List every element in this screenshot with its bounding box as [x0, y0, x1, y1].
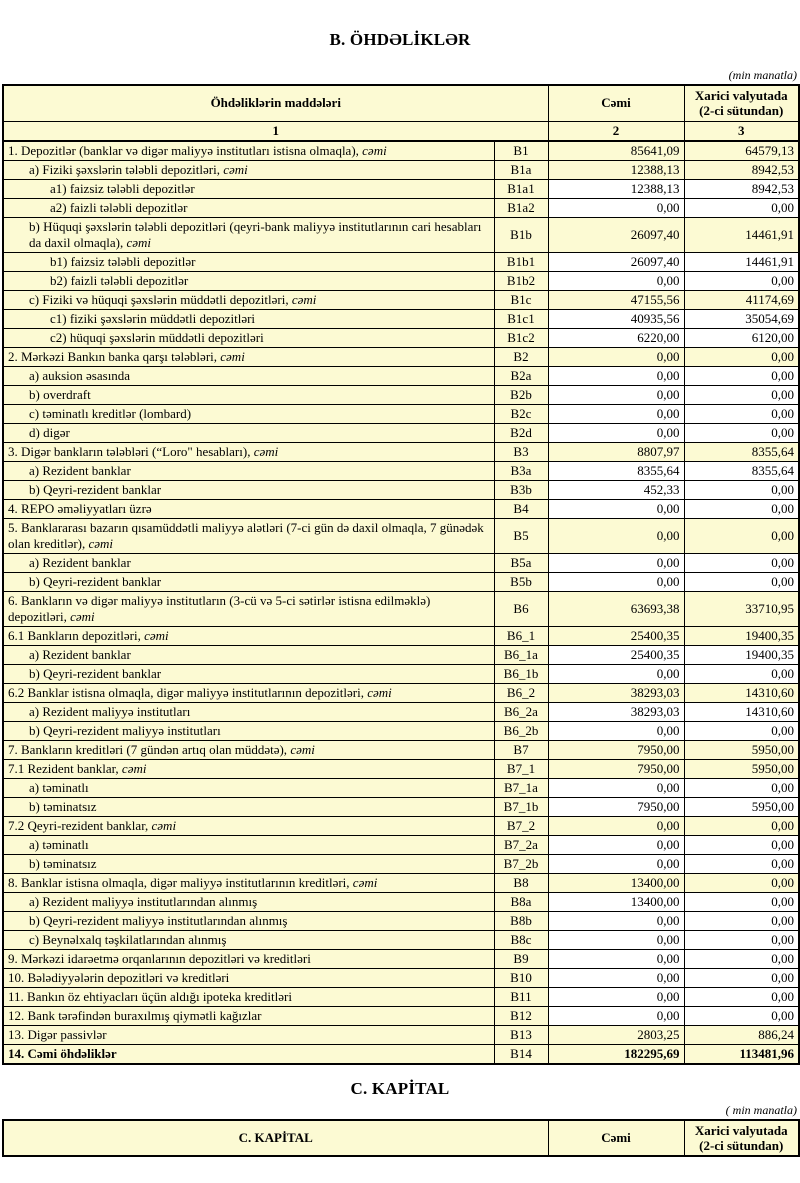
- row-code: B11: [494, 987, 548, 1006]
- table-row: [3, 778, 799, 797]
- table-row: [3, 179, 799, 198]
- row-label: a) auksion əsasında: [3, 366, 494, 385]
- value-total: 0,00: [548, 518, 684, 553]
- capital-header-items-label: C. KAPİTAL: [3, 1120, 548, 1156]
- value-total: 0,00: [548, 721, 684, 740]
- value-fx: 8355,64: [684, 461, 799, 480]
- capital-header-fx-line1: Xarici valyutada: [694, 1122, 788, 1138]
- value-total: 0,00: [548, 778, 684, 797]
- table-row: [3, 423, 799, 442]
- section-c-title: C. KAPİTAL: [350, 1078, 450, 1098]
- row-label: a) Rezident banklar: [3, 553, 494, 572]
- value-fx: 0,00: [684, 873, 799, 892]
- table-row: [3, 645, 799, 664]
- value-fx: 0,00: [684, 664, 799, 683]
- table-row: [3, 1006, 799, 1025]
- section-c-unit-note: ( min manatla): [725, 1102, 797, 1117]
- row-label: 6.2 Banklar istisna olmaqla, digər maliyyə institutlarının depozitləri, cəmi: [3, 683, 494, 702]
- row-code: B3: [494, 442, 548, 461]
- value-fx: 0,00: [684, 854, 799, 873]
- row-code: B4: [494, 499, 548, 518]
- header-fx-label: [684, 85, 799, 121]
- value-fx: 35054,69: [684, 309, 799, 328]
- row-code: B6_2: [494, 683, 548, 702]
- row-label: 1. Depozitlər (banklar və digər maliyyə institutları istisna olmaqla), cəmi: [3, 141, 494, 161]
- row-code: B1b1: [494, 252, 548, 271]
- row-code: B13: [494, 1025, 548, 1044]
- value-fx: 0,00: [684, 518, 799, 553]
- liabilities-header-row: [3, 85, 799, 121]
- row-label: b) təminatsız: [3, 797, 494, 816]
- row-label: a) Rezident maliyyə institutları: [3, 702, 494, 721]
- row-label: a1) faizsiz tələbli depozitlər: [3, 179, 494, 198]
- row-label: 12. Bank tərəfindən buraxılmış qiymətli kağızlar: [3, 1006, 494, 1025]
- value-total: 0,00: [548, 854, 684, 873]
- value-total: 6220,00: [548, 328, 684, 347]
- row-label: 7.1 Rezident banklar, cəmi: [3, 759, 494, 778]
- value-total: 8355,64: [548, 461, 684, 480]
- table-row: [3, 591, 799, 626]
- capital-header-total-label: Cəmi: [548, 1120, 684, 1156]
- table-row: [3, 141, 799, 161]
- table-row: [3, 290, 799, 309]
- row-code: B1c: [494, 290, 548, 309]
- table-row: [3, 683, 799, 702]
- row-label: c) Fiziki və hüquqi şəxslərin müddətli depozitləri, cəmi: [3, 290, 494, 309]
- value-total: 12388,13: [548, 179, 684, 198]
- value-total: 0,00: [548, 404, 684, 423]
- table-row: [3, 721, 799, 740]
- table-row: [3, 759, 799, 778]
- row-label: 5. Banklararası bazarın qısamüddətli maliyyə alətləri (7-ci gün də daxil olmaqla, 7 günədək olan kreditlər), cəmi: [3, 518, 494, 553]
- row-label: b) Hüquqi şəxslərin tələbli depozitləri (qeyri-bank maliyyə institutlarının cari hesabları da daxil olmaqla), cəmi: [3, 217, 494, 252]
- value-total: 0,00: [548, 664, 684, 683]
- row-label: 10. Bələdiyyələrin depozitləri və kreditləri: [3, 968, 494, 987]
- table-row: [3, 252, 799, 271]
- value-total: 13400,00: [548, 873, 684, 892]
- value-total: 0,00: [548, 572, 684, 591]
- row-code: B7_2: [494, 816, 548, 835]
- table-row: [3, 160, 799, 179]
- value-total: 13400,00: [548, 892, 684, 911]
- row-code: B12: [494, 1006, 548, 1025]
- row-label: b) Qeyri-rezident banklar: [3, 664, 494, 683]
- value-total: 38293,03: [548, 683, 684, 702]
- value-total: 85641,09: [548, 141, 684, 161]
- header-total-label: Cəmi: [548, 85, 684, 121]
- header-items-label: Öhdəliklərin maddələri: [3, 85, 548, 121]
- column-number-2: 2: [548, 121, 684, 141]
- row-code: B1b2: [494, 271, 548, 290]
- row-label-italic-suffix: cəmi: [88, 535, 114, 551]
- row-label-italic-suffix: cəmi: [223, 161, 248, 177]
- row-code: B1a: [494, 160, 548, 179]
- row-label: 9. Mərkəzi idarəetmə orqanlarının depozitləri və kreditləri: [3, 949, 494, 968]
- value-fx: 19400,35: [684, 626, 799, 645]
- table-row: [3, 740, 799, 759]
- row-label: a) Rezident maliyyə institutlarından alınmış: [3, 892, 494, 911]
- value-total: 0,00: [548, 423, 684, 442]
- row-label: a) Rezident banklar: [3, 645, 494, 664]
- row-code: B3a: [494, 461, 548, 480]
- row-code: B14: [494, 1044, 548, 1064]
- value-total: 0,00: [548, 271, 684, 290]
- table-row: [3, 930, 799, 949]
- row-label: a) təminatlı: [3, 835, 494, 854]
- table-row: [3, 797, 799, 816]
- value-total: 0,00: [548, 385, 684, 404]
- value-fx: 41174,69: [684, 290, 799, 309]
- value-total: 0,00: [548, 968, 684, 987]
- row-code: B6_1a: [494, 645, 548, 664]
- table-row: [3, 553, 799, 572]
- row-label: 3. Digər bankların tələbləri (“Loro" hesabları), cəmi: [3, 442, 494, 461]
- row-label: c1) fiziki şəxslərin müddətli depozitləri: [3, 309, 494, 328]
- value-fx: 0,00: [684, 499, 799, 518]
- section-b-unit-note: (min manatla): [728, 68, 797, 82]
- row-code: B6: [494, 591, 548, 626]
- table-row: [3, 911, 799, 930]
- value-total: 0,00: [548, 835, 684, 854]
- value-fx: 8355,64: [684, 442, 799, 461]
- row-label-italic-suffix: cəmi: [126, 234, 152, 250]
- row-label: 11. Bankın öz ehtiyacları üçün aldığı ipoteka kreditləri: [3, 987, 494, 1006]
- value-total: 2803,25: [548, 1025, 684, 1044]
- value-fx: 0,00: [684, 778, 799, 797]
- row-code: B1: [494, 141, 548, 161]
- row-code: B7: [494, 740, 548, 759]
- row-label-italic-suffix: cəmi: [362, 142, 387, 158]
- value-total: 7950,00: [548, 797, 684, 816]
- value-fx: 0,00: [684, 835, 799, 854]
- row-code: B1a2: [494, 198, 548, 217]
- table-row: [3, 892, 799, 911]
- capital-table: [2, 1119, 800, 1157]
- value-total: 0,00: [548, 499, 684, 518]
- row-code: B2a: [494, 366, 548, 385]
- row-code: B7_1: [494, 759, 548, 778]
- value-fx: 0,00: [684, 271, 799, 290]
- value-total: 452,33: [548, 480, 684, 499]
- value-fx: 0,00: [684, 968, 799, 987]
- table-row: [3, 518, 799, 553]
- value-total: 182295,69: [548, 1044, 684, 1064]
- table-row: [3, 271, 799, 290]
- value-fx: 0,00: [684, 987, 799, 1006]
- row-code: B5: [494, 518, 548, 553]
- table-row: [3, 442, 799, 461]
- table-row: [3, 461, 799, 480]
- row-code: B8c: [494, 930, 548, 949]
- value-fx: 0,00: [684, 404, 799, 423]
- row-label: 13. Digər passivlər: [3, 1025, 494, 1044]
- row-label: a) Fiziki şəxslərin tələbli depozitləri, cəmi: [3, 160, 494, 179]
- value-fx: 0,00: [684, 930, 799, 949]
- liabilities-tbody: [3, 85, 799, 1064]
- row-label: a) təminatlı: [3, 778, 494, 797]
- row-label: c) Beynəlxalq təşkilatlarından alınmış: [3, 930, 494, 949]
- table-row: [3, 987, 799, 1006]
- row-code: B6_2a: [494, 702, 548, 721]
- row-label: 7.2 Qeyri-rezident banklar, cəmi: [3, 816, 494, 835]
- row-code: B7_2a: [494, 835, 548, 854]
- value-total: 0,00: [548, 987, 684, 1006]
- row-code: B1b: [494, 217, 548, 252]
- value-total: 63693,38: [548, 591, 684, 626]
- value-fx: 0,00: [684, 721, 799, 740]
- row-label: 2. Mərkəzi Bankın banka qarşı tələbləri, cəmi: [3, 347, 494, 366]
- value-fx: 0,00: [684, 949, 799, 968]
- value-fx: 6120,00: [684, 328, 799, 347]
- table-row: [3, 854, 799, 873]
- value-fx: 5950,00: [684, 797, 799, 816]
- table-row: [3, 217, 799, 252]
- value-fx: 0,00: [684, 553, 799, 572]
- row-label-italic-suffix: cəmi: [367, 684, 392, 700]
- row-label-italic-suffix: cəmi: [290, 741, 315, 757]
- value-total: 38293,03: [548, 702, 684, 721]
- row-label: 8. Banklar istisna olmaqla, digər maliyyə institutlarının kreditləri, cəmi: [3, 873, 494, 892]
- row-label-italic-suffix: cəmi: [253, 443, 279, 459]
- value-fx: 14310,60: [684, 702, 799, 721]
- row-label: b) təminatsız: [3, 854, 494, 873]
- table-row: [3, 949, 799, 968]
- value-fx: 113481,96: [684, 1044, 799, 1064]
- row-label: b2) faizli tələbli depozitlər: [3, 271, 494, 290]
- value-fx: 8942,53: [684, 160, 799, 179]
- table-row: [3, 835, 799, 854]
- row-code: B7_2b: [494, 854, 548, 873]
- value-fx: 0,00: [684, 198, 799, 217]
- value-total: 25400,35: [548, 645, 684, 664]
- value-fx: 14461,91: [684, 252, 799, 271]
- value-total: 25400,35: [548, 626, 684, 645]
- liabilities-table: [2, 84, 800, 1065]
- column-number-3: 3: [684, 121, 799, 141]
- row-code: B9: [494, 949, 548, 968]
- value-fx: 0,00: [684, 347, 799, 366]
- value-fx: 0,00: [684, 480, 799, 499]
- row-code: B10: [494, 968, 548, 987]
- row-label: a2) faizli tələbli depozitlər: [3, 198, 494, 217]
- value-total: 0,00: [548, 553, 684, 572]
- value-total: 0,00: [548, 816, 684, 835]
- row-label-italic-suffix: cəmi: [70, 608, 95, 624]
- row-code: B2: [494, 347, 548, 366]
- value-fx: 0,00: [684, 892, 799, 911]
- table-row: [3, 572, 799, 591]
- column-number-1: 1: [3, 121, 548, 141]
- table-row: [3, 626, 799, 645]
- value-total: 0,00: [548, 1006, 684, 1025]
- header-fx-line1: Xarici valyutada: [694, 88, 788, 104]
- row-label-italic-suffix: cəmi: [352, 874, 378, 890]
- table-row: [3, 404, 799, 423]
- value-total: 7950,00: [548, 740, 684, 759]
- row-code: B5a: [494, 553, 548, 572]
- row-label: b) overdraft: [3, 385, 494, 404]
- row-code: B1c1: [494, 309, 548, 328]
- table-row: [3, 309, 799, 328]
- capital-header-fx-line2: (2-ci sütundan): [699, 1137, 784, 1153]
- value-total: 0,00: [548, 911, 684, 930]
- value-total: 26097,40: [548, 252, 684, 271]
- row-label: b) Qeyri-rezident maliyyə institutları: [3, 721, 494, 740]
- row-code: B7_1b: [494, 797, 548, 816]
- value-fx: 886,24: [684, 1025, 799, 1044]
- value-total: 7950,00: [548, 759, 684, 778]
- row-code: B7_1a: [494, 778, 548, 797]
- value-fx: 0,00: [684, 911, 799, 930]
- table-row: [3, 1044, 799, 1064]
- value-total: 0,00: [548, 930, 684, 949]
- value-total: 8807,97: [548, 442, 684, 461]
- row-label-italic-suffix: cəmi: [121, 760, 147, 776]
- value-total: 0,00: [548, 366, 684, 385]
- value-total: 12388,13: [548, 160, 684, 179]
- table-row: [3, 480, 799, 499]
- value-total: 0,00: [548, 949, 684, 968]
- row-label: b) Qeyri-rezident banklar: [3, 480, 494, 499]
- row-code: B8b: [494, 911, 548, 930]
- row-code: B6_1: [494, 626, 548, 645]
- value-fx: 14310,60: [684, 683, 799, 702]
- table-row: [3, 499, 799, 518]
- table-row: [3, 816, 799, 835]
- value-fx: 0,00: [684, 816, 799, 835]
- row-label: c) təminatlı kreditlər (lombard): [3, 404, 494, 423]
- table-row: [3, 366, 799, 385]
- value-total: 0,00: [548, 347, 684, 366]
- row-code: B3b: [494, 480, 548, 499]
- capital-header-fx-label: [684, 1120, 799, 1156]
- row-code: B2b: [494, 385, 548, 404]
- row-label-italic-suffix: cəmi: [220, 348, 245, 364]
- table-row: [3, 873, 799, 892]
- row-label: 14. Cəmi öhdəliklər: [3, 1044, 494, 1064]
- value-fx: 8942,53: [684, 179, 799, 198]
- value-total: 40935,56: [548, 309, 684, 328]
- value-fx: 0,00: [684, 366, 799, 385]
- table-row: [3, 328, 799, 347]
- value-fx: 5950,00: [684, 740, 799, 759]
- table-row: [3, 198, 799, 217]
- row-label: a) Rezident banklar: [3, 461, 494, 480]
- row-code: B8a: [494, 892, 548, 911]
- row-code: B1c2: [494, 328, 548, 347]
- row-code: B5b: [494, 572, 548, 591]
- value-fx: 33710,95: [684, 591, 799, 626]
- header-fx-line2: (2-ci sütundan): [699, 103, 784, 119]
- value-total: 47155,56: [548, 290, 684, 309]
- value-fx: 0,00: [684, 423, 799, 442]
- row-code: B6_2b: [494, 721, 548, 740]
- row-label: 7. Bankların kreditləri (7 gündən artıq olan müddətə), cəmi: [3, 740, 494, 759]
- row-label: b) Qeyri-rezident banklar: [3, 572, 494, 591]
- row-label: 4. REPO əməliyyatları üzrə: [3, 499, 494, 518]
- row-code: B1a1: [494, 179, 548, 198]
- value-total: 26097,40: [548, 217, 684, 252]
- section-b-title: B. ÖHDƏLİKLƏR: [329, 30, 471, 49]
- row-code: B2d: [494, 423, 548, 442]
- value-total: 0,00: [548, 198, 684, 217]
- row-label: 6.1 Bankların depozitləri, cəmi: [3, 626, 494, 645]
- value-fx: 5950,00: [684, 759, 799, 778]
- table-row: [3, 664, 799, 683]
- row-label: 6. Bankların və digər maliyyə institutların (3-cü və 5-ci sətirlər istisna edilməklə) depozitləri, cəmi: [3, 591, 494, 626]
- value-fx: 0,00: [684, 572, 799, 591]
- row-code: B2c: [494, 404, 548, 423]
- table-row: [3, 385, 799, 404]
- table-row: [3, 968, 799, 987]
- row-label: b1) faizsiz tələbli depozitlər: [3, 252, 494, 271]
- column-numbering-row: [3, 121, 799, 141]
- table-row: [3, 1025, 799, 1044]
- value-fx: 0,00: [684, 385, 799, 404]
- row-label: c2) hüquqi şəxslərin müddətli depozitləri: [3, 328, 494, 347]
- row-label-italic-suffix: cəmi: [144, 627, 169, 643]
- table-row: [3, 702, 799, 721]
- value-fx: 19400,35: [684, 645, 799, 664]
- value-fx: 14461,91: [684, 217, 799, 252]
- row-label-italic-suffix: cəmi: [291, 291, 317, 307]
- value-fx: 64579,13: [684, 141, 799, 161]
- row-code: B8: [494, 873, 548, 892]
- table-row: [3, 347, 799, 366]
- capital-header-row: [3, 1120, 799, 1156]
- row-label-italic-suffix: cəmi: [151, 817, 177, 833]
- row-label: d) digər: [3, 423, 494, 442]
- row-label: b) Qeyri-rezident maliyyə institutlarından alınmış: [3, 911, 494, 930]
- value-fx: 0,00: [684, 1006, 799, 1025]
- row-code: B6_1b: [494, 664, 548, 683]
